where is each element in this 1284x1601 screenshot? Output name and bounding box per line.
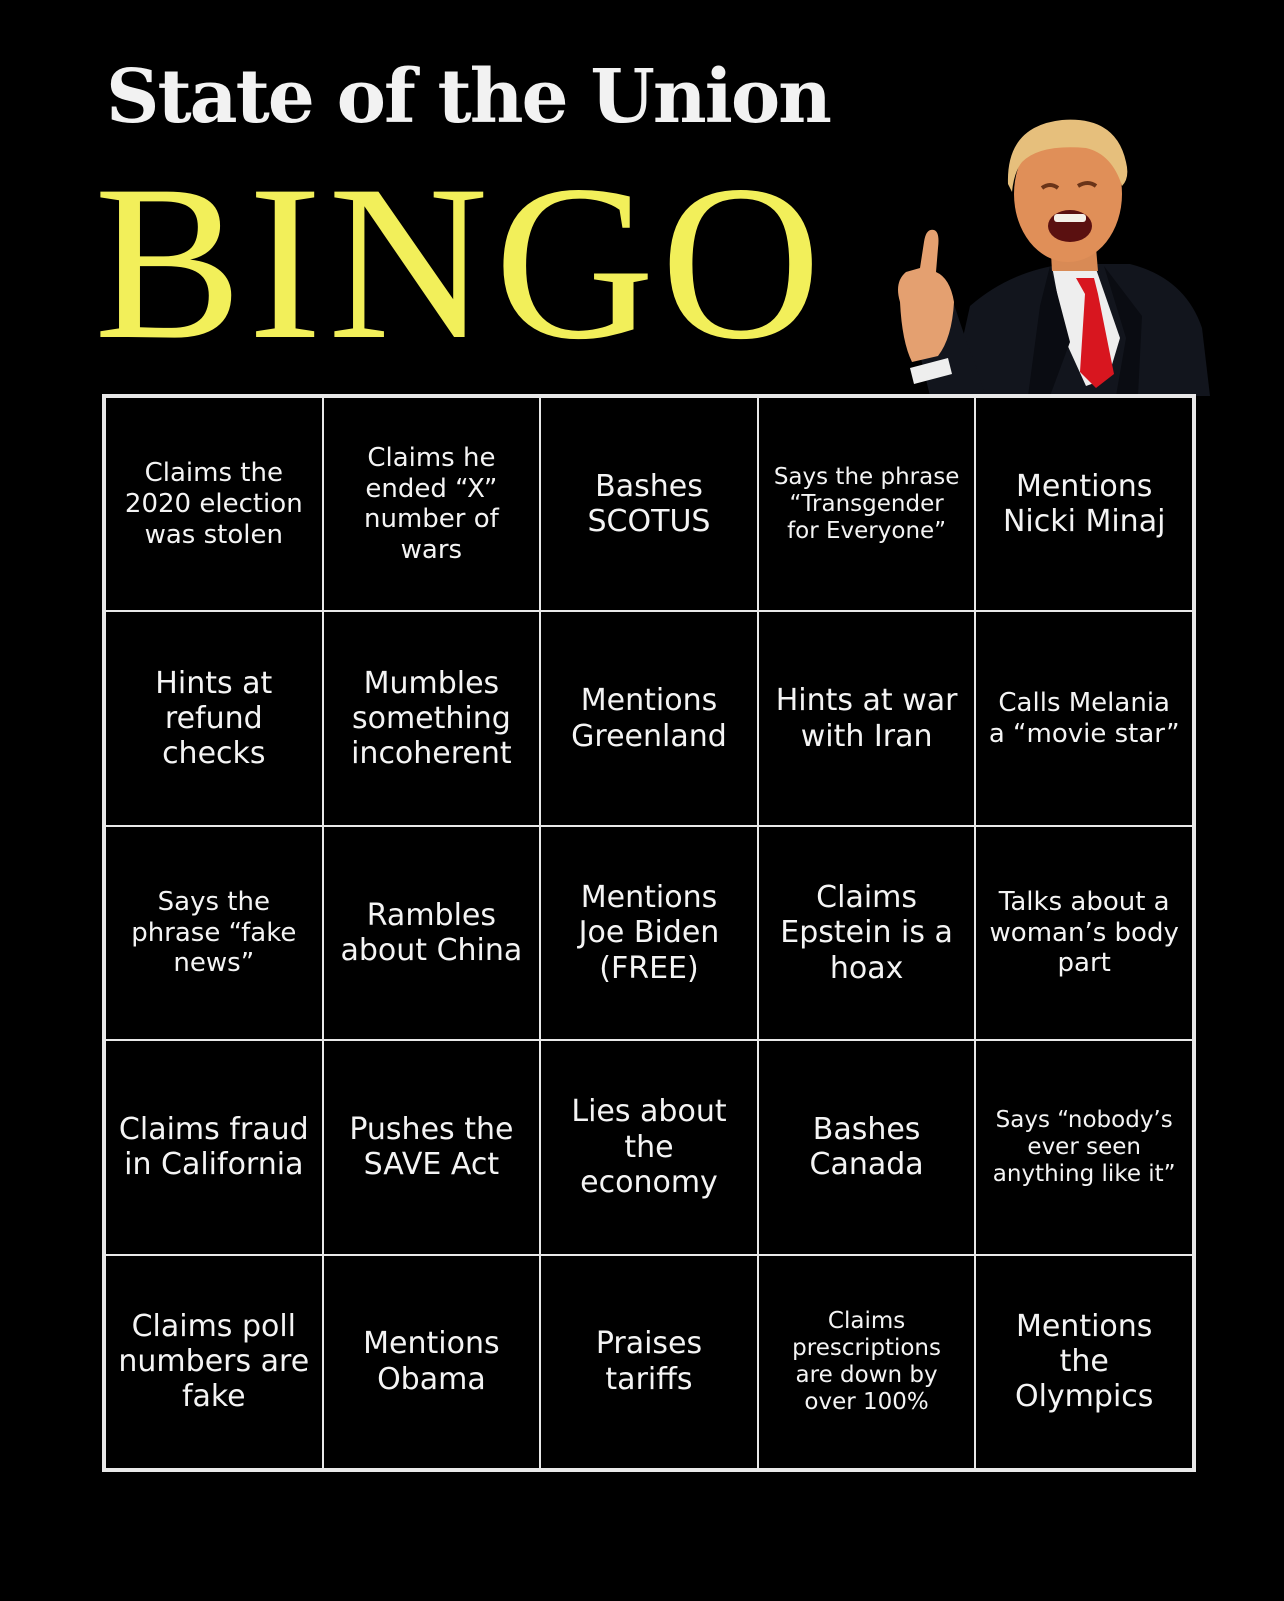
bingo-cell-r4-c4[interactable]	[758, 1040, 976, 1254]
bingo-cell-r4-c2[interactable]	[323, 1040, 541, 1254]
bingo-cell-r5-c4[interactable]	[758, 1255, 976, 1469]
cell-text: Mentions Greenland	[571, 683, 727, 754]
bingo-cell-r5-c3[interactable]	[540, 1255, 758, 1469]
cell-text: Claims prescriptions are down by over 100%	[792, 1307, 941, 1415]
bingo-cell-r1-c1[interactable]	[105, 397, 323, 611]
bingo-cell-r1-c3[interactable]	[540, 397, 758, 611]
cell-text: Says the phrase “fake news”	[131, 886, 297, 979]
bingo-cell-r4-c5[interactable]	[975, 1040, 1193, 1254]
bingo-cell-r2-c5[interactable]	[975, 611, 1193, 825]
cell-text: Mentions Obama	[363, 1326, 500, 1397]
title-bingo: BINGO	[94, 140, 827, 386]
bingo-cell-r2-c1[interactable]	[105, 611, 323, 825]
cell-text: Calls Melania a “movie star”	[988, 687, 1180, 749]
cell-text: Says the phrase “Transgender for Everyone”	[773, 463, 960, 544]
bingo-cell-r5-c5[interactable]	[975, 1255, 1193, 1469]
cell-text: Says “nobody’s ever seen anything like it”	[992, 1106, 1176, 1187]
cell-text: Lies about the economy	[571, 1094, 727, 1201]
bingo-cell-r3-c3[interactable]	[540, 826, 758, 1040]
cell-text: Claims Epstein is a hoax	[780, 879, 953, 986]
cell-text: Mumbles something incoherent	[351, 665, 512, 772]
bingo-cell-r5-c1[interactable]	[105, 1255, 323, 1469]
bingo-cell-r2-c3[interactable]	[540, 611, 758, 825]
bingo-cell-r3-c2[interactable]	[323, 826, 541, 1040]
bingo-cell-r2-c2[interactable]	[323, 611, 541, 825]
cell-text: Hints at war with Iran	[775, 683, 958, 754]
cell-text: Mentions the Olympics	[1014, 1308, 1154, 1415]
bingo-cell-r3-c4[interactable]	[758, 826, 976, 1040]
bingo-cell-r1-c2[interactable]	[323, 397, 541, 611]
cell-text: Claims the 2020 election was stolen	[124, 458, 303, 550]
bingo-grid	[102, 394, 1196, 1472]
cell-text: Bashes SCOTUS	[587, 468, 711, 540]
man-in-suit-pointing-figure	[890, 106, 1210, 396]
cell-text: Claims he ended “X” number of wars	[363, 442, 499, 565]
cell-text: Mentions Nicki Minaj	[1002, 468, 1166, 540]
bingo-cell-r5-c2[interactable]	[323, 1255, 541, 1469]
cell-text: Rambles about China	[340, 897, 523, 968]
title-state-of-the-union: State of the Union	[106, 54, 830, 140]
bingo-cell-r1-c4[interactable]	[758, 397, 976, 611]
bingo-cell-r1-c5[interactable]	[975, 397, 1193, 611]
cell-text: Hints at refund checks	[155, 665, 273, 772]
bingo-cell-r3-c5[interactable]	[975, 826, 1193, 1040]
bingo-cell-r4-c3[interactable]	[540, 1040, 758, 1254]
cell-text: Claims poll numbers are fake	[118, 1308, 310, 1415]
cell-text: Claims fraud in California	[118, 1112, 309, 1183]
bingo-cell-r3-c1[interactable]	[105, 826, 323, 1040]
cell-text: Talks about a woman’s body part	[989, 886, 1179, 979]
cell-text: Pushes the SAVE Act	[349, 1112, 514, 1183]
cell-text: Mentions Joe Biden (FREE)	[578, 879, 720, 986]
cell-text: Bashes Canada	[809, 1112, 924, 1183]
bingo-cell-r2-c4[interactable]	[758, 611, 976, 825]
bingo-cell-r4-c1[interactable]	[105, 1040, 323, 1254]
cell-text: Praises tariffs	[595, 1326, 703, 1397]
